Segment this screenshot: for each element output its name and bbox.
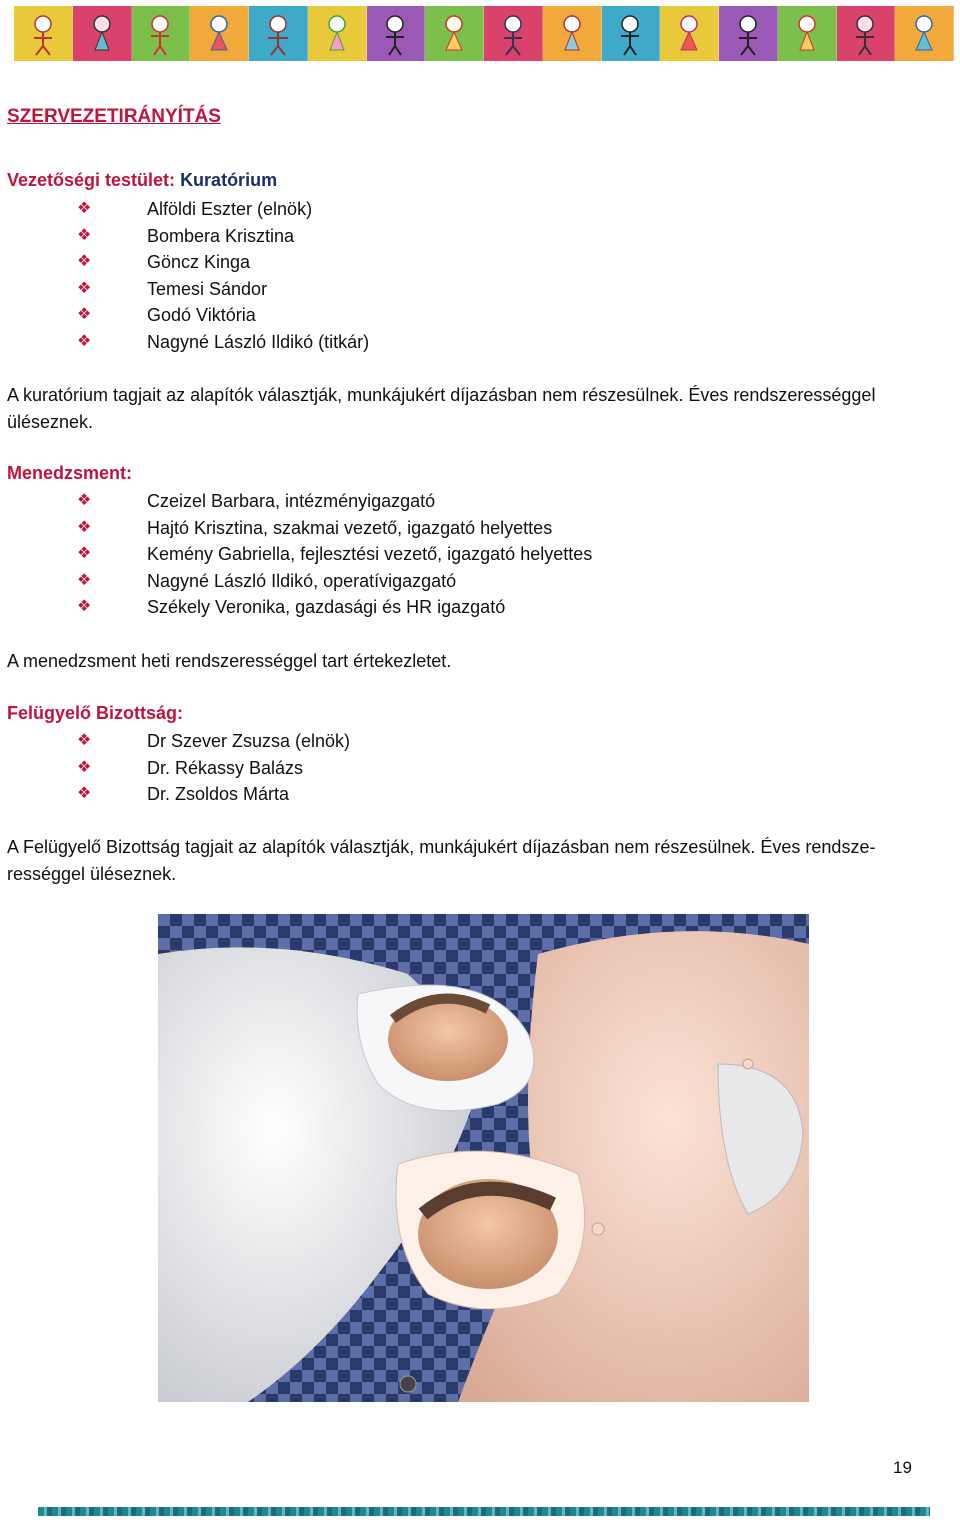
drawing-tile xyxy=(602,6,661,61)
member-name: Bombera Krisztina xyxy=(147,225,295,246)
page-title: SZERVEZETIRÁNYÍTÁS xyxy=(7,106,221,127)
kuratorium-label xyxy=(7,170,277,191)
member-name: Dr Szever Zsuzsa (elnök) xyxy=(147,731,351,751)
kuratorium-label-text: Vezetőségi testület: xyxy=(7,170,176,190)
page-number: 19 xyxy=(893,1458,912,1477)
diamond-bullet-icon: ❖ xyxy=(77,492,92,509)
drawing-tile xyxy=(484,6,543,61)
member-name: Czeizel Barbara, intézményigazgató xyxy=(147,491,436,511)
drawing-tile xyxy=(895,6,954,61)
drawing-tile xyxy=(14,6,73,61)
member-name: Nagyné László Ildikó (titkár) xyxy=(147,331,370,352)
diamond-bullet-icon: ❖ xyxy=(77,332,92,350)
drawing-tile xyxy=(249,6,308,61)
felugyelo-note xyxy=(7,834,957,887)
drawing-tile xyxy=(660,6,719,61)
diamond-bullet-icon: ❖ xyxy=(77,785,92,803)
member-name: Godó Viktória xyxy=(147,305,256,326)
drawing-tile xyxy=(425,6,484,61)
drawing-tile xyxy=(719,6,778,61)
kuratorium-note: A kuratórium tagjait az alapítók választják, munkájukért díjazásban nem részesülnek. Éves rendszerességgel üléseznek. xyxy=(7,385,876,432)
diamond-bullet-icon: ❖ xyxy=(77,732,92,749)
diamond-bullet-icon: ❖ xyxy=(77,598,92,616)
drawing-tile xyxy=(367,6,426,61)
member-name: Dr. Rékassy Balázs xyxy=(147,757,304,778)
diamond-bullet-icon: ❖ xyxy=(77,571,92,589)
diamond-bullet-icon: ❖ xyxy=(77,226,92,244)
member-name: Nagyné László Ildikó, operatívigazgató xyxy=(147,570,457,591)
menedzsment-label: Menedzsment: xyxy=(7,463,133,483)
felugyelo-note-line1: A Felügyelő Bizottság tagjait az alapítók választják, munkájukért díjazásban nem részesülnek. Éves rendsze- xyxy=(7,837,876,857)
member-name: Temesi Sándor xyxy=(147,278,268,299)
footer-bar xyxy=(38,1507,930,1516)
drawing-tile xyxy=(132,6,191,61)
menedzsment-note: A menedzsment heti rendszerességgel tart értekezletet. xyxy=(7,651,452,671)
member-name: Kemény Gabriella, fejlesztési vezető, igazgató helyettes xyxy=(147,544,593,565)
drawing-tile xyxy=(73,6,132,61)
diamond-bullet-icon: ❖ xyxy=(77,306,92,324)
diamond-bullet-icon: ❖ xyxy=(77,518,92,536)
kuratorium-title: Kuratórium xyxy=(180,170,278,190)
felugyelo-note-line2: rességgel üléseznek. xyxy=(7,863,177,884)
drawing-tile xyxy=(308,6,367,61)
diamond-bullet-icon: ❖ xyxy=(77,253,92,271)
diamond-bullet-icon: ❖ xyxy=(77,545,92,563)
diamond-bullet-icon: ❖ xyxy=(77,758,92,776)
member-name: Göncz Kinga xyxy=(147,252,251,273)
diamond-bullet-icon: ❖ xyxy=(77,279,92,297)
diamond-bullet-icon: ❖ xyxy=(77,200,92,217)
drawing-tile xyxy=(837,6,896,61)
header-banner xyxy=(14,6,954,61)
member-name: Székely Veronika, gazdasági és HR igazgató xyxy=(147,597,506,618)
drawing-tile xyxy=(190,6,249,61)
member-name: Dr. Zsoldos Márta xyxy=(147,784,290,805)
felugyelo-label: Felügyelő Bizottság: xyxy=(7,703,184,723)
member-name: Alföldi Eszter (elnök) xyxy=(147,199,313,219)
babies-photo xyxy=(158,914,809,1402)
drawing-tile xyxy=(543,6,602,61)
member-name: Hajtó Krisztina, szakmai vezető, igazgató helyettes xyxy=(147,517,553,538)
banner-drawings xyxy=(14,6,954,61)
drawing-tile xyxy=(778,6,837,61)
